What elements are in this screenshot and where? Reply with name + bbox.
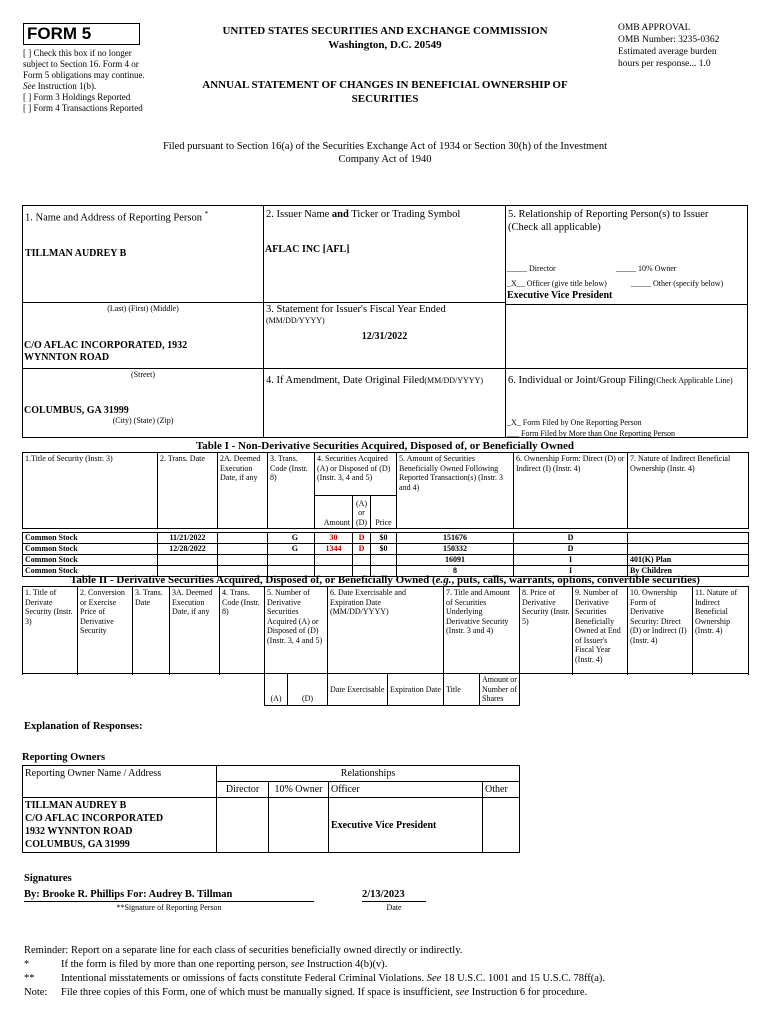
form-label: FORM 5	[23, 23, 140, 45]
officer-option[interactable]: _X__ Officer (give title below)	[507, 279, 607, 288]
relationship-box: 5. Relationship of Reporting Person(s) to Issuer (Check all applicable) _____ Director _____ 10% Owner _X__ Officer (give title below) _____ Other (specify below) Executive Vice President	[505, 205, 748, 369]
reporting-person-address: C/O AFLAC INCORPORATED, 1932 WYNNTON ROAD	[24, 340, 188, 363]
t2-header-code: 4. Trans. Code (Instr. 8)	[220, 587, 265, 674]
officer-title: Executive Vice President	[507, 290, 613, 301]
section16-checkbox[interactable]: [ ] Check this box if no longer subject to Section 16. Form 4 or Form 5 obligations may continue. See Instruction 1(b).	[23, 48, 145, 91]
t2-sub-expiration: Expiration Date	[388, 674, 444, 706]
one-person-option[interactable]: _X_ Form Filed by One Reporting Person	[507, 418, 642, 427]
table2	[22, 586, 749, 706]
t1-sub-price: Price	[371, 496, 397, 529]
date-label: Date	[386, 903, 402, 912]
instruction-note: Note: File three copies of this Form, one of which must be manually signed. If space is insufficient, see Instruction 6 for procedure.	[24, 987, 588, 998]
reporting-owners-table	[22, 765, 520, 853]
signature-date: 2/13/2023	[362, 888, 426, 902]
reporting-person-name: TILLMAN AUDREY B	[25, 247, 127, 259]
t2-sub-title: Title	[444, 674, 480, 706]
t2-header-deemed: 3A. Deemed Execution Date, if any	[170, 587, 220, 674]
table2-header-row	[23, 587, 749, 674]
t2-header-nature: 11. Nature of Indirect Beneficial Ownership (Instr. 4)	[693, 587, 749, 674]
footnotes	[24, 944, 744, 1000]
table1-title: Table I - Non-Derivative Securities Acquired, Disposed of, or Beneficially Owned	[195, 440, 575, 452]
issuer-value: AFLAC INC [AFL]	[265, 244, 350, 255]
t1-header-deemed: 2A. Deemed Execution Date, if any	[218, 453, 268, 529]
filed-pursuant-text: Filed pursuant to Section 16(a) of the Securities Exchange Act of 1934 or Section 30(h) of the Investment Company Act of 1940	[162, 141, 608, 165]
form4-checkbox[interactable]: [ ] Form 4 Transactions Reported	[23, 103, 143, 113]
omb-approval: OMB APPROVAL OMB Number: 3235-0362 Estimated average burden hours per response... 1.0	[618, 23, 720, 69]
table1	[22, 452, 749, 577]
ro-col-10pct: 10% Owner	[269, 782, 329, 798]
t1-header-ownership-form: 6. Ownership Form: Direct (D) or Indirect (I) (Instr. 4)	[514, 453, 628, 529]
signatures-heading: Signatures	[24, 873, 72, 884]
t2-sub-exercisable: Date Exercisable	[328, 674, 388, 706]
table-row	[23, 798, 520, 853]
ro-col-director: Director	[217, 782, 269, 798]
reporting-person-address-box: (Last) (First) (Middle) C/O AFLAC INCORPORATED, 1932 WYNNTON ROAD	[22, 302, 264, 369]
ro-officer-value: Executive Vice President	[329, 798, 483, 853]
t1-header-amount-owned: 5. Amount of Securities Beneficially Owned Following Reported Transaction(s) (Instr. 3 and 4)	[397, 453, 514, 529]
ro-owner-address: TILLMAN AUDREY B C/O AFLAC INCORPORATED 1932 WYNNTON ROAD COLUMBUS, GA 31999	[23, 798, 217, 853]
t1-header-title: 1.Title of Security (Instr. 3)	[23, 453, 158, 529]
ro-col-name: Reporting Owner Name / Address	[23, 766, 217, 798]
multi-person-option[interactable]: ___ Form Filed by More than One Reporting Person	[507, 429, 675, 438]
t2-header-underlying: 7. Title and Amount of Securities Underlying Derivative Security (Instr. 3 and 4)	[444, 587, 520, 674]
agency-heading: UNITED STATES SECURITIES AND EXCHANGE COMMISSION Washington, D.C. 20549	[222, 25, 548, 51]
table-row: Common Stock 11/21/2022 G 30 D $0 151676 D	[23, 533, 749, 544]
t2-header-owned: 9. Number of Derivative Securities Beneficially Owned at End of Issuer's Fiscal Year (Instr. 4)	[573, 587, 628, 674]
amendment-box: 4. If Amendment, Date Original Filed(MM/DD/YYYY)	[263, 368, 506, 438]
ten-pct-option[interactable]: _____ 10% Owner	[616, 264, 677, 273]
director-option[interactable]: _____ Director	[507, 264, 556, 273]
t1-header-code: 3. Trans. Code (Instr. 8)	[268, 453, 315, 529]
star-note: * If the form is filed by more than one reporting person, see Instruction 4(b)(v).	[24, 959, 388, 970]
t2-header-conversion: 2. Conversion or Exercise Price of Derivative Security	[78, 587, 133, 674]
t1-header-acquired: 4. Securities Acquired (A) or Disposed of (D) (Instr. 3, 4 and 5)	[315, 453, 397, 496]
double-star-note: ** Intentional misstatements or omissions of facts constitute Federal Criminal Violations. See 18 U.S.C. 1001 and 15 U.S.C. 78ff(a).	[24, 973, 606, 984]
group-filing-box: 6. Individual or Joint/Group Filing(Check Applicable Line) _X_ Form Filed by One Reporting Person ___ Form Filed by More than One Reporting Person	[505, 368, 748, 438]
table2-title: Table II - Derivative Securities Acquired, Disposed of, or Beneficially Owned (e.g., puts, calls, warrants, options, convertible securities)	[70, 574, 700, 586]
reporting-person-box: 1. Name and Address of Reporting Person * TILLMAN AUDREY B	[22, 205, 264, 303]
other-option[interactable]: _____ Other (specify below)	[631, 279, 724, 288]
t1-header-nature: 7. Nature of Indirect Beneficial Ownership (Instr. 4)	[628, 453, 749, 529]
table-row: Common Stock 8 I By Children	[23, 566, 749, 577]
reporting-person-city-box: (Street) COLUMBUS, GA 31999 (City) (State) (Zip)	[22, 368, 264, 438]
form-checkbox-notes	[23, 48, 151, 114]
t2-header-exercisable: 6. Date Exercisable and Expiration Date (MM/DD/YYYY)	[328, 587, 444, 674]
issuer-box: 2. Issuer Name and Ticker or Trading Symbol AFLAC INC [AFL]	[263, 205, 506, 303]
t2-sub-d: (D)	[288, 674, 328, 706]
reporting-owners-heading: Reporting Owners	[22, 752, 106, 763]
t2-header-date: 3. Trans. Date	[133, 587, 170, 674]
t2-header-title: 1. Title of Derivate Security (Instr. 3)	[23, 587, 78, 674]
table-row: Common Stock 16091 I 401(K) Plan	[23, 555, 749, 566]
t1-header-date: 2. Trans. Date	[158, 453, 218, 529]
reporting-person-city: COLUMBUS, GA 31999	[24, 405, 129, 416]
table2-subheader-row	[23, 674, 749, 706]
t2-sub-a: (A)	[265, 674, 288, 706]
table-row: Common Stock 12/28/2022 G 1344 D $0 150332 D	[23, 544, 749, 555]
ro-col-other: Other	[483, 782, 520, 798]
t1-sub-amount: Amount	[315, 496, 353, 529]
t2-header-price: 8. Price of Derivative Security (Instr. 5)	[520, 587, 573, 674]
signature-line: By: Brooke R. Phillips For: Audrey B. Tillman	[24, 888, 314, 902]
table1-header-row	[23, 453, 749, 496]
ro-col-relationships: Relationships	[217, 766, 520, 782]
t2-header-number: 5. Number of Derivative Securities Acquired (A) or Disposed of (D) (Instr. 3, 4 and 5)	[265, 587, 328, 674]
reminder-note: Reminder: Report on a separate line for each class of securities beneficially owned directly or indirectly.	[24, 945, 463, 956]
ro-col-officer: Officer	[329, 782, 483, 798]
fiscal-year-box: 3. Statement for Issuer's Fiscal Year Ended (MM/DD/YYYY) 12/31/2022	[263, 302, 506, 369]
statement-title: ANNUAL STATEMENT OF CHANGES IN BENEFICIAL OWNERSHIP OF SECURITIES	[202, 79, 568, 105]
t2-sub-amount: Amount or Number of Shares	[480, 674, 520, 706]
fiscal-year-value: 12/31/2022	[361, 331, 408, 342]
t1-sub-ad: (A) or (D)	[353, 496, 371, 529]
explanation-label: Explanation of Responses:	[24, 721, 143, 732]
form3-checkbox[interactable]: [ ] Form 3 Holdings Reported	[23, 92, 131, 102]
t2-header-form: 10. Ownership Form of Derivative Security: Direct (D) or Indirect (I) (Instr. 4)	[628, 587, 693, 674]
signature-label: **Signature of Reporting Person	[116, 903, 222, 912]
